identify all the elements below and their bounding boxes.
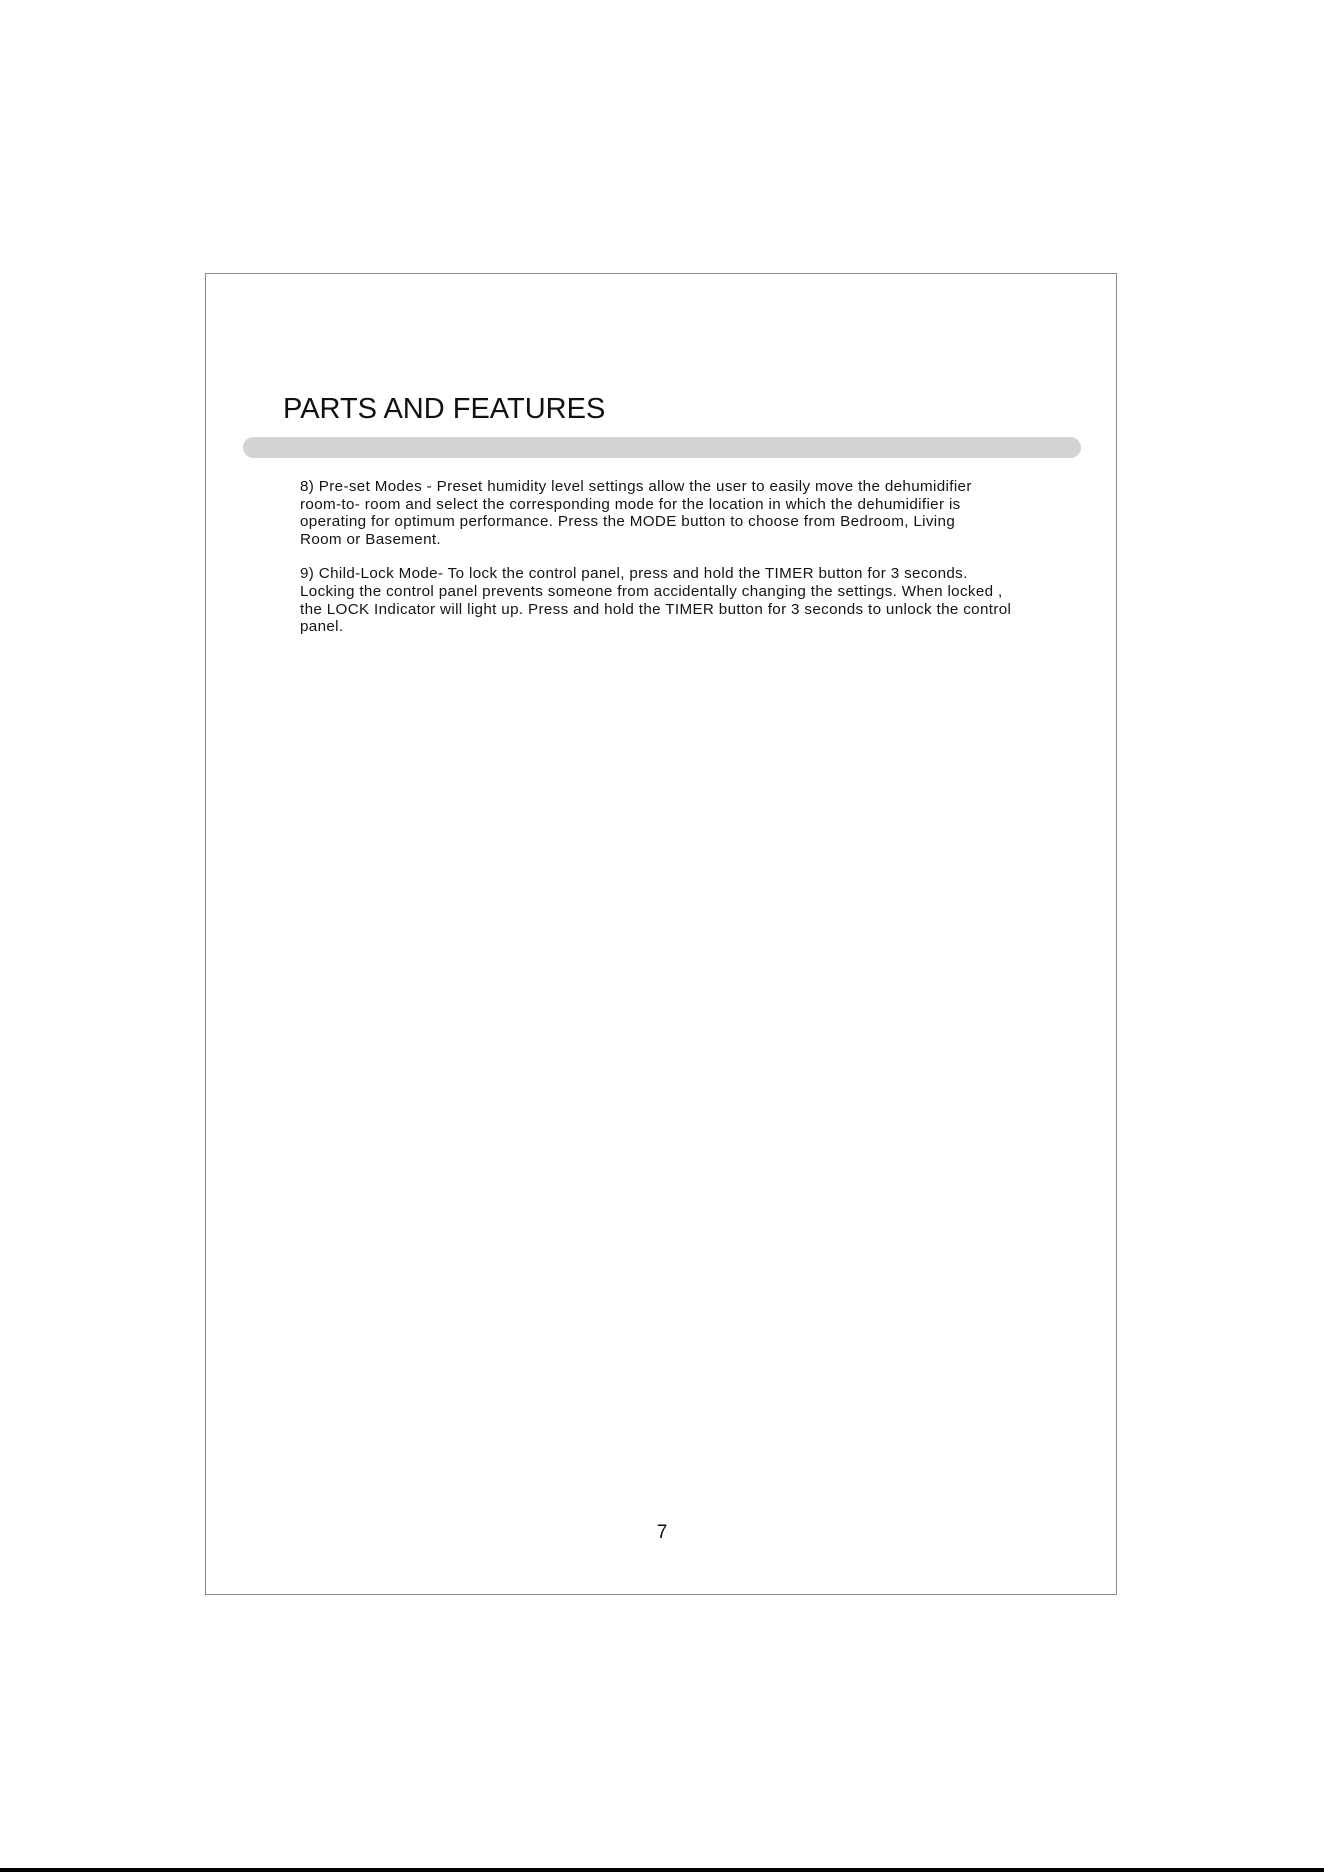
- text-line: the LOCK Indicator will light up. Press and hold the TIMER button for 3 seconds to unlock the control: [300, 600, 1012, 618]
- text-line: room-to- room and select the corresponding mode for the location in which the dehumidifier is: [300, 495, 961, 513]
- body-text: [300, 478, 1060, 653]
- text-line: operating for optimum performance. Press the MODE button to choose from Bedroom, Living: [300, 513, 956, 531]
- text-line: 8) Pre-set Modes - Preset humidity level settings allow the user to easily move the dehumidifier: [300, 478, 972, 495]
- feature-item-child-lock-mode: [300, 565, 1060, 635]
- bottom-edge-rule: [0, 1868, 1324, 1872]
- text-line: 9) Child-Lock Mode- To lock the control panel, press and hold the TIMER button for 3 seconds.: [300, 565, 968, 583]
- text-line: Locking the control panel prevents someone from accidentally changing the settings. When locked ,: [300, 582, 1003, 600]
- section-title: PARTS AND FEATURES: [283, 393, 606, 425]
- title-underline-bar: [243, 437, 1081, 458]
- page-number: 7: [656, 1522, 668, 1543]
- text-line: panel.: [300, 618, 344, 636]
- feature-item-preset-modes: [300, 478, 1060, 548]
- page-border: [205, 273, 1117, 1595]
- text-line: Room or Basement.: [300, 530, 442, 548]
